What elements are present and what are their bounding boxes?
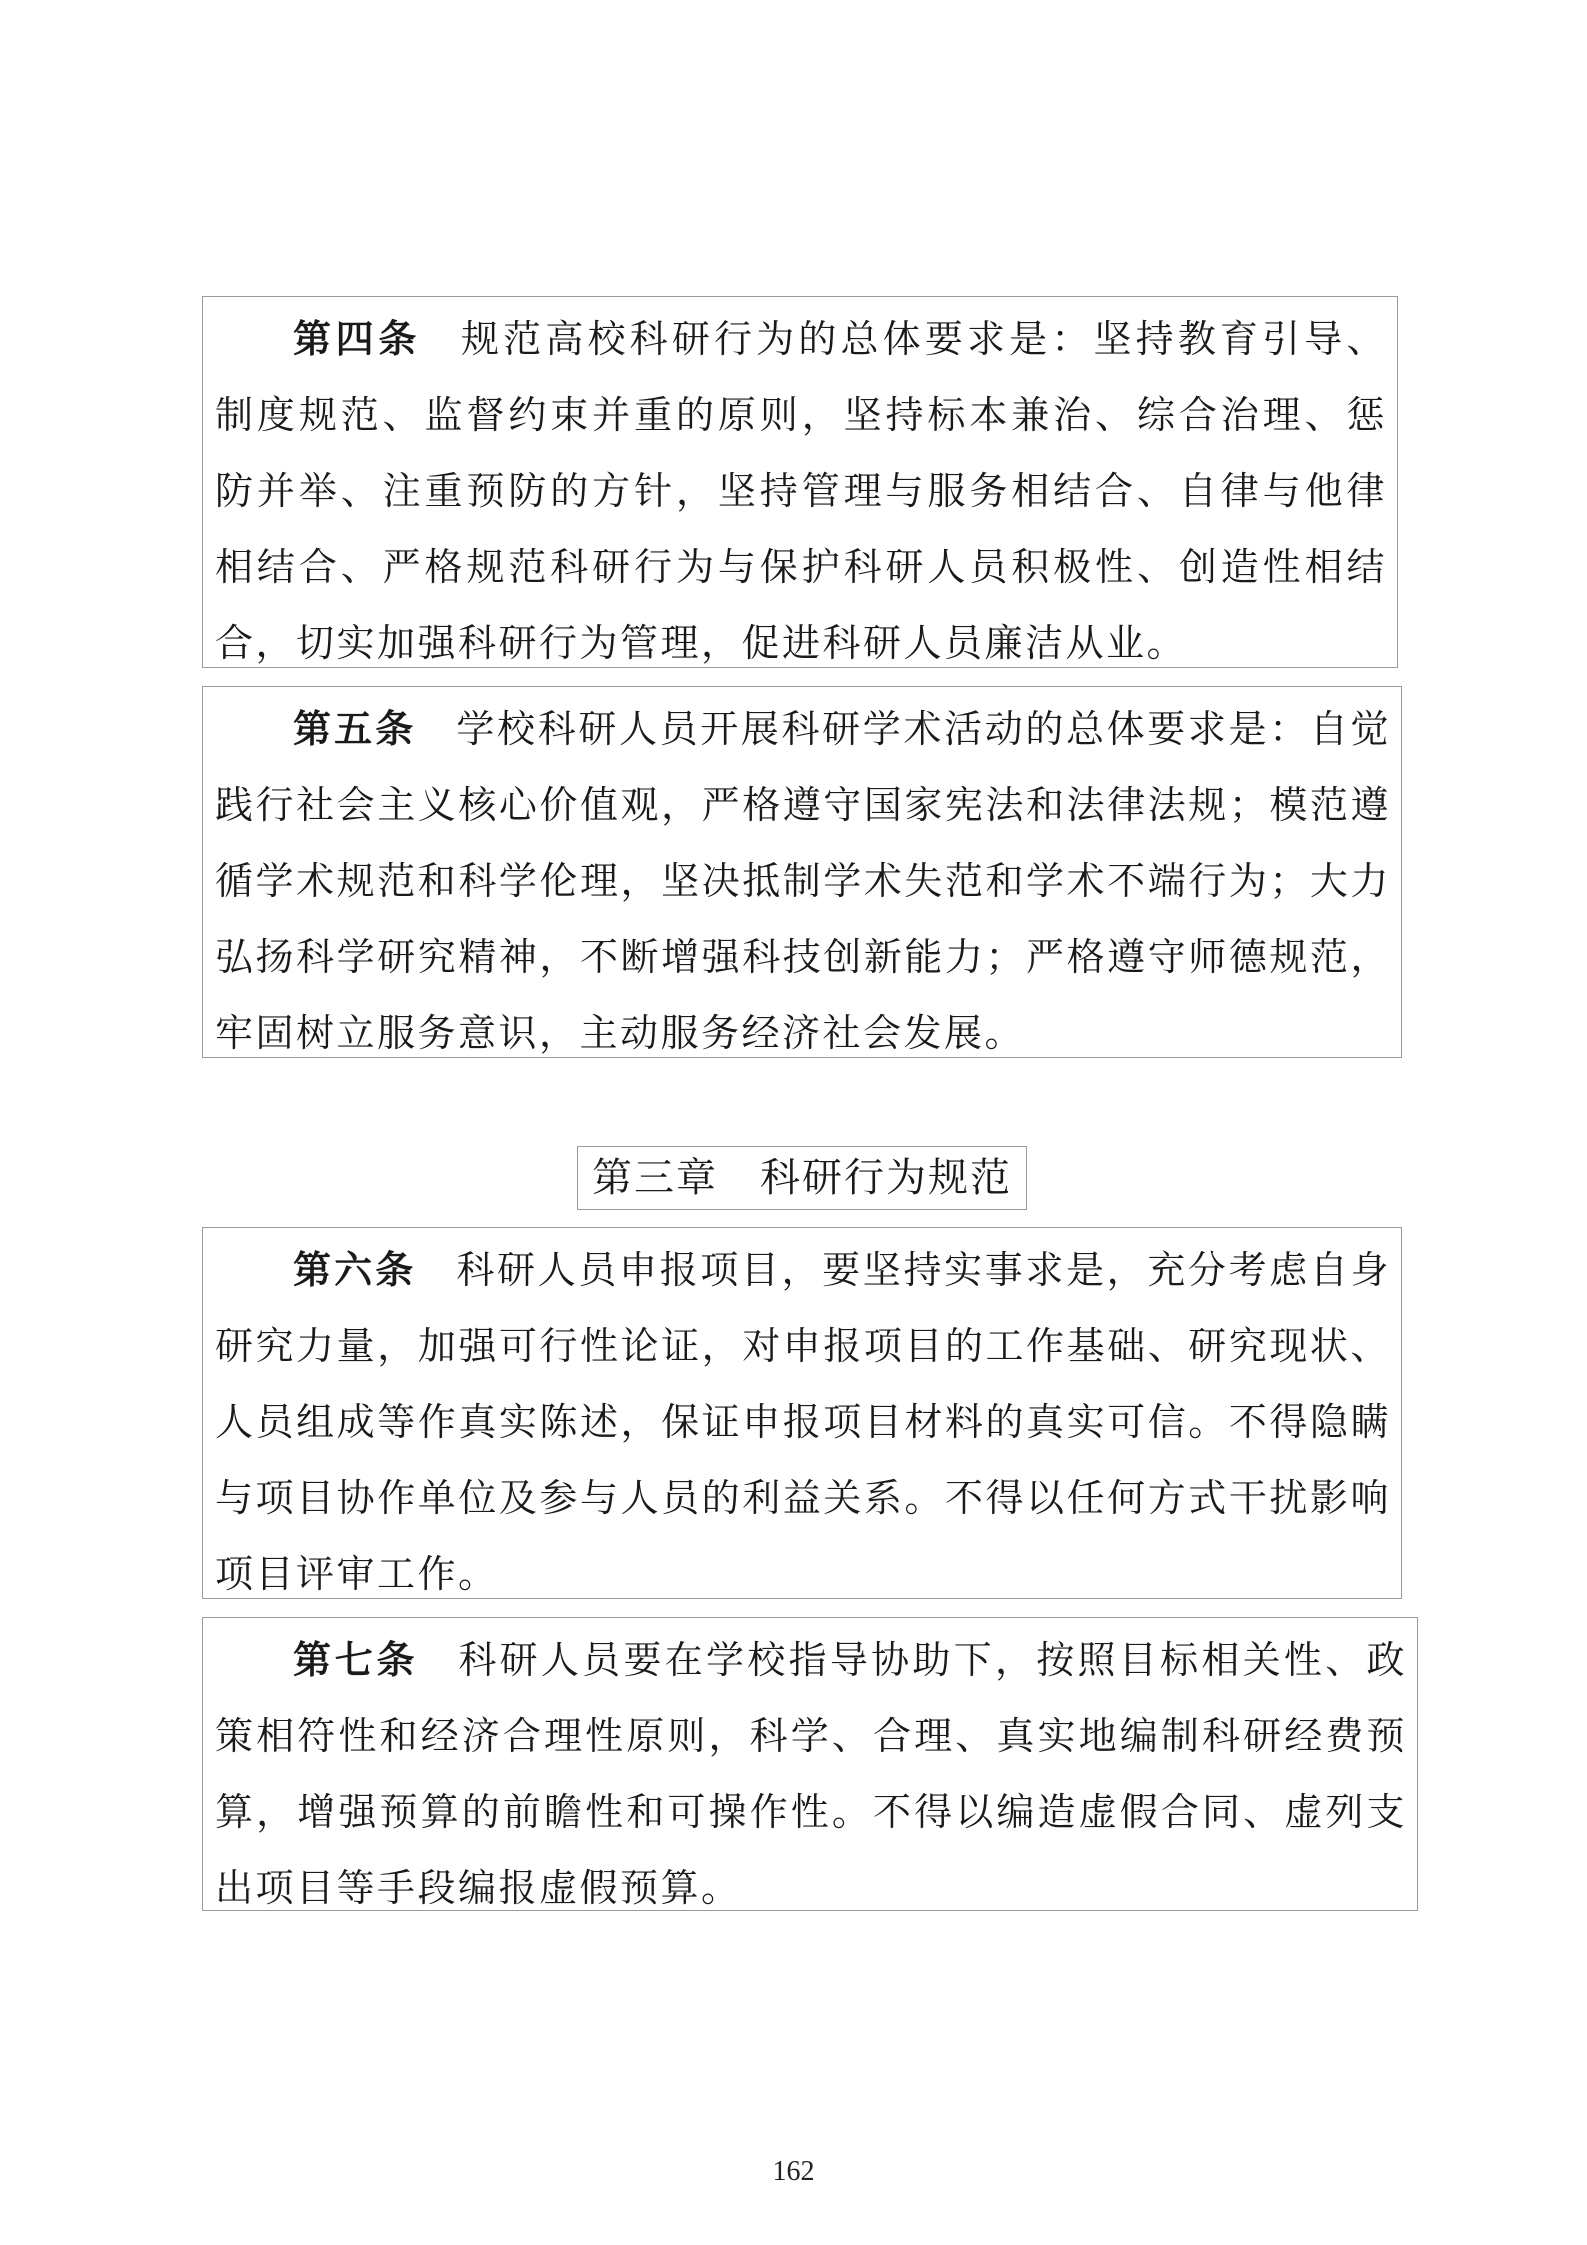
article-6 (202, 1227, 1402, 1599)
page-number: 162 (772, 2156, 815, 2187)
article-text: 科研人员申报项目，要坚持实事求是，充分考虑自身研究力量，加强可行性论证，对申报项目的工作基础、研究现状、人员组成等作真实陈述，保证申报项目材料的真实可信。不得隐瞒与项目协作单位及参与人员的利益关系。不得以任何方式干扰影响项目评审工作。 (215, 1248, 1391, 1596)
article-5 (202, 686, 1402, 1058)
article-text: 学校科研人员开展科研学术活动的总体要求是：自觉践行社会主义核心价值观，严格遵守国家宪法和法律法规；模范遵循学术规范和科学伦理，坚决抵制学术失范和学术不端行为；大力弘扬科学研究精神，不断增强科技创新能力；严格遵守师德规范，牢固树立服务意识，主动服务经济社会发展。 (215, 707, 1391, 1055)
article-4 (202, 296, 1398, 668)
article-number: 第六条 (293, 1247, 417, 1292)
article-number: 第七条 (293, 1637, 419, 1682)
article-7 (202, 1617, 1418, 1911)
article-number: 第五条 (293, 706, 417, 751)
chapter-heading: 第三章 科研行为规范 (577, 1146, 1027, 1210)
article-number: 第四条 (293, 316, 421, 361)
article-text: 规范高校科研行为的总体要求是：坚持教育引导、制度规范、监督约束并重的原则，坚持标本兼治、综合治理、惩防并举、注重预防的方针，坚持管理与服务相结合、自律与他律相结合、严格规范科研行为与保护科研人员积极性、创造性相结合，切实加强科研行为管理，促进科研人员廉洁从业。 (215, 317, 1387, 665)
article-text: 科研人员要在学校指导协助下，按照目标相关性、政策相符性和经济合理性原则，科学、合理、真实地编制科研经费预算，增强预算的前瞻性和可操作性。不得以编造虚假合同、虚列支出项目等手段编报虚假预算。 (215, 1638, 1407, 1910)
